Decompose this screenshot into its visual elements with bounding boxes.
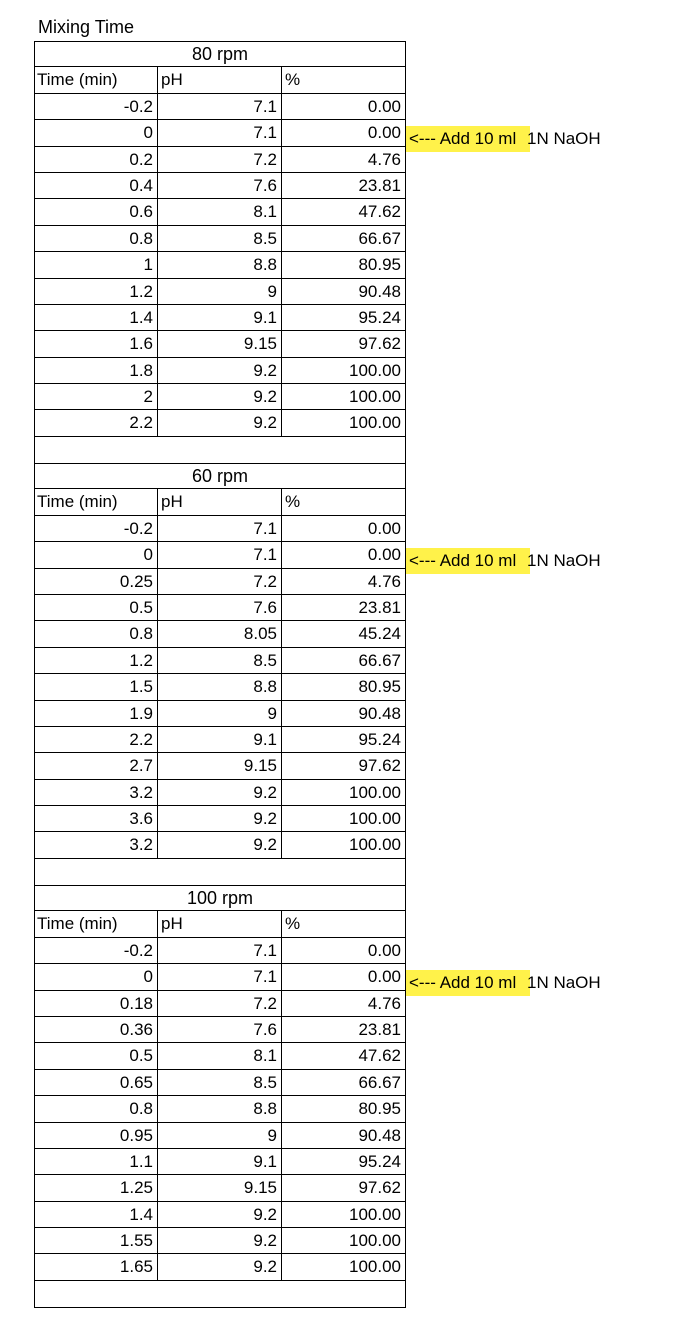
cell-time[interactable]: 1.1 <box>34 1149 158 1174</box>
table-body <box>34 938 406 1281</box>
table-row <box>34 331 406 357</box>
rpm-title[interactable]: 100 rpm <box>186 888 254 908</box>
cell-time[interactable]: 1.65 <box>34 1254 158 1279</box>
table-row <box>34 516 406 542</box>
note-text[interactable]: 1N NaOH <box>527 551 601 570</box>
cell-percent[interactable]: 80.95 <box>358 255 401 275</box>
cell-percent[interactable]: 90.48 <box>358 1125 401 1145</box>
table-row <box>34 252 406 278</box>
naoh-note-100-rpm <box>406 970 601 996</box>
cell-time[interactable]: -0.2 <box>34 516 158 541</box>
cell-percent[interactable]: 90.48 <box>358 281 401 301</box>
cell-time[interactable]: 1.55 <box>34 1228 158 1253</box>
note-highlight[interactable]: <--- Add 10 ml <box>406 126 530 152</box>
cell-ph[interactable]: 9.15 <box>158 753 282 778</box>
cell-percent[interactable]: 80.95 <box>358 677 401 697</box>
cell-ph[interactable]: 8.05 <box>158 621 282 646</box>
cell-percent[interactable]: 97.62 <box>358 756 401 776</box>
cell-percent[interactable]: 100.00 <box>349 413 401 433</box>
cell-percent[interactable]: 0.00 <box>367 123 401 143</box>
cell-percent[interactable]: 47.62 <box>358 1046 401 1066</box>
cell-time[interactable]: 1.2 <box>34 279 158 304</box>
cell-percent[interactable]: 100.00 <box>349 835 401 855</box>
cell-time[interactable]: 0 <box>34 964 158 989</box>
cell-ph[interactable]: 9 <box>158 701 282 726</box>
header-row <box>34 489 406 515</box>
cell-ph[interactable]: 9.15 <box>158 1175 282 1200</box>
table-row <box>34 279 406 305</box>
table-row <box>34 1254 406 1280</box>
cell-percent[interactable]: 45.24 <box>358 624 401 644</box>
header-time[interactable]: Time (min) <box>34 911 158 936</box>
table-row <box>34 964 406 990</box>
cell-percent[interactable]: 95.24 <box>358 1151 401 1171</box>
header-ph[interactable]: pH <box>158 911 282 936</box>
table-row <box>34 542 406 568</box>
rpm-title[interactable]: 60 rpm <box>191 466 249 486</box>
cell-ph[interactable]: 7.1 <box>158 964 282 989</box>
cell-ph[interactable]: 7.2 <box>158 569 282 594</box>
cell-percent[interactable]: 0.00 <box>367 940 401 960</box>
cell-time[interactable]: 3.6 <box>34 806 158 831</box>
cell-percent[interactable]: 95.24 <box>358 729 401 749</box>
table-100-rpm <box>34 885 406 1281</box>
cell-percent[interactable]: 100.00 <box>349 1231 401 1251</box>
table-row <box>34 410 406 436</box>
cell-time[interactable]: 0 <box>34 120 158 145</box>
cell-percent[interactable]: 100.00 <box>349 1204 401 1224</box>
cell-time[interactable]: 1.6 <box>34 331 158 356</box>
cell-percent[interactable]: 100.00 <box>349 1257 401 1277</box>
table-row <box>34 358 406 384</box>
cell-time[interactable]: 0.18 <box>34 991 158 1016</box>
rpm-title[interactable]: 80 rpm <box>191 44 249 64</box>
cell-time[interactable]: 1.4 <box>34 1202 158 1227</box>
table-row <box>34 1123 406 1149</box>
cell-time[interactable]: 0.8 <box>34 1096 158 1121</box>
header-percent[interactable]: % <box>285 914 301 934</box>
cell-percent[interactable]: 97.62 <box>358 1178 401 1198</box>
cell-percent[interactable]: 23.81 <box>358 1019 401 1039</box>
cell-time[interactable]: 3.2 <box>34 780 158 805</box>
table-body <box>34 516 406 859</box>
cell-percent[interactable]: 0.00 <box>367 967 401 987</box>
table-row <box>34 305 406 331</box>
table-row <box>34 648 406 674</box>
table-row <box>34 780 406 806</box>
table-80-rpm <box>34 41 406 437</box>
cell-ph[interactable]: 7.1 <box>158 120 282 145</box>
cell-time[interactable]: 1.8 <box>34 358 158 383</box>
cell-ph[interactable]: 9.2 <box>158 1202 282 1227</box>
rpm-title-row <box>34 41 406 67</box>
table-row <box>34 938 406 964</box>
cell-ph[interactable]: 7.1 <box>158 94 282 119</box>
table-row <box>34 991 406 1017</box>
cell-ph[interactable]: 8.8 <box>158 252 282 277</box>
cell-time[interactable]: 1.5 <box>34 674 158 699</box>
cell-time[interactable]: 1.4 <box>34 305 158 330</box>
cell-time[interactable]: 0.8 <box>34 226 158 251</box>
table-row <box>34 727 406 753</box>
note-text[interactable]: 1N NaOH <box>527 129 601 148</box>
header-percent[interactable]: % <box>285 492 301 512</box>
header-percent[interactable]: % <box>285 70 301 90</box>
table-row <box>34 384 406 410</box>
cell-time[interactable]: 0.2 <box>34 147 158 172</box>
table-row <box>34 94 406 120</box>
cell-time[interactable]: 0.6 <box>34 199 158 224</box>
table-row <box>34 832 406 858</box>
cell-ph[interactable]: 7.1 <box>158 938 282 963</box>
table-row <box>34 595 406 621</box>
cell-ph[interactable]: 9.1 <box>158 1149 282 1174</box>
cell-ph[interactable]: 7.1 <box>158 516 282 541</box>
naoh-note-60-rpm <box>406 548 601 574</box>
cell-ph[interactable]: 7.1 <box>158 542 282 567</box>
cell-percent[interactable]: 23.81 <box>358 175 401 195</box>
cell-time[interactable]: 0.4 <box>34 173 158 198</box>
cell-time[interactable]: -0.2 <box>34 938 158 963</box>
cell-time[interactable]: 0.25 <box>34 569 158 594</box>
cell-time[interactable]: 0.65 <box>34 1070 158 1095</box>
cell-percent[interactable]: 100.00 <box>349 782 401 802</box>
rpm-title-row <box>34 885 406 911</box>
cell-time[interactable]: 0 <box>34 542 158 567</box>
cell-percent[interactable]: 100.00 <box>349 360 401 380</box>
cell-ph[interactable]: 8.8 <box>158 674 282 699</box>
cell-ph[interactable]: 9.15 <box>158 331 282 356</box>
cell-percent[interactable]: 4.76 <box>367 571 401 591</box>
header-row <box>34 911 406 937</box>
cell-ph[interactable]: 8.5 <box>158 1070 282 1095</box>
cell-time[interactable]: 3.2 <box>34 832 158 857</box>
cell-ph[interactable]: 9.1 <box>158 727 282 752</box>
cell-ph[interactable]: 9.2 <box>158 780 282 805</box>
table-row <box>34 569 406 595</box>
table-row <box>34 1149 406 1175</box>
sheet-title: Mixing Time <box>38 17 135 37</box>
cell-percent[interactable]: 80.95 <box>358 1099 401 1119</box>
cell-time[interactable]: 0.95 <box>34 1123 158 1148</box>
cell-ph[interactable]: 8.8 <box>158 1096 282 1121</box>
cell-ph[interactable]: 7.6 <box>158 1017 282 1042</box>
cell-time[interactable]: 1.2 <box>34 648 158 673</box>
cell-time[interactable]: 2.2 <box>34 410 158 435</box>
cell-percent[interactable]: 0.00 <box>367 518 401 538</box>
cell-time[interactable]: 0.36 <box>34 1017 158 1042</box>
table-row <box>34 1043 406 1069</box>
cell-percent[interactable]: 95.24 <box>358 307 401 327</box>
cell-percent[interactable]: 100.00 <box>349 809 401 829</box>
header-ph[interactable]: pH <box>158 67 282 92</box>
cell-ph[interactable]: 9.2 <box>158 806 282 831</box>
cell-time[interactable]: 0.5 <box>34 595 158 620</box>
cell-ph[interactable]: 9.2 <box>158 358 282 383</box>
cell-percent[interactable]: 23.81 <box>358 597 401 617</box>
cell-time[interactable]: 0.8 <box>34 621 158 646</box>
cell-time[interactable]: 2 <box>34 384 158 409</box>
table-row <box>34 1175 406 1201</box>
note-highlight[interactable]: <--- Add 10 ml <box>406 970 530 996</box>
cell-ph[interactable]: 8.1 <box>158 1043 282 1068</box>
table-row <box>34 753 406 779</box>
table-row <box>34 1228 406 1254</box>
cell-percent[interactable]: 66.67 <box>358 1072 401 1092</box>
cell-ph[interactable]: 7.6 <box>158 595 282 620</box>
table-row <box>34 199 406 225</box>
cell-ph[interactable]: 9.2 <box>158 1254 282 1279</box>
cell-percent[interactable]: 4.76 <box>367 149 401 169</box>
cell-time[interactable]: 1.9 <box>34 701 158 726</box>
cell-percent[interactable]: 0.00 <box>367 96 401 116</box>
cell-ph[interactable]: 7.2 <box>158 991 282 1016</box>
cell-ph[interactable]: 8.1 <box>158 199 282 224</box>
cell-ph[interactable]: 8.5 <box>158 226 282 251</box>
cell-time[interactable]: 1 <box>34 252 158 277</box>
cell-time[interactable]: 2.7 <box>34 753 158 778</box>
cell-percent[interactable]: 47.62 <box>358 202 401 222</box>
cell-ph[interactable]: 9.2 <box>158 410 282 435</box>
table-row <box>34 701 406 727</box>
table-row <box>34 1017 406 1043</box>
table-row <box>34 674 406 700</box>
header-time[interactable]: Time (min) <box>34 67 158 92</box>
cell-percent[interactable]: 97.62 <box>358 334 401 354</box>
cell-percent[interactable]: 90.48 <box>358 703 401 723</box>
header-ph[interactable]: pH <box>158 489 282 514</box>
table-row <box>34 1070 406 1096</box>
table-row <box>34 226 406 252</box>
cell-time[interactable]: 2.2 <box>34 727 158 752</box>
cell-time[interactable]: 0.5 <box>34 1043 158 1068</box>
naoh-note-80-rpm <box>406 126 601 152</box>
header-time[interactable]: Time (min) <box>34 489 158 514</box>
note-highlight[interactable]: <--- Add 10 ml <box>406 548 530 574</box>
rpm-title-row <box>34 463 406 489</box>
table-60-rpm <box>34 463 406 859</box>
cell-percent[interactable]: 0.00 <box>367 545 401 565</box>
table-row <box>34 621 406 647</box>
table-row <box>34 120 406 146</box>
cell-ph[interactable]: 9.2 <box>158 384 282 409</box>
cell-ph[interactable]: 9 <box>158 279 282 304</box>
cell-percent[interactable]: 4.76 <box>367 993 401 1013</box>
cell-percent[interactable]: 100.00 <box>349 387 401 407</box>
table-row <box>34 1096 406 1122</box>
note-text[interactable]: 1N NaOH <box>527 973 601 992</box>
cell-percent[interactable]: 66.67 <box>358 228 401 248</box>
table-row <box>34 147 406 173</box>
cell-time[interactable]: -0.2 <box>34 94 158 119</box>
cell-percent[interactable]: 66.67 <box>358 650 401 670</box>
table-row <box>34 1202 406 1228</box>
table-row <box>34 806 406 832</box>
cell-ph[interactable]: 7.2 <box>158 147 282 172</box>
table-row <box>34 173 406 199</box>
cell-ph[interactable]: 9 <box>158 1123 282 1148</box>
cell-ph[interactable]: 8.5 <box>158 648 282 673</box>
cell-ph[interactable]: 9.1 <box>158 305 282 330</box>
header-row <box>34 67 406 93</box>
table-body <box>34 94 406 437</box>
cell-ph[interactable]: 7.6 <box>158 173 282 198</box>
cell-ph[interactable]: 9.2 <box>158 832 282 857</box>
cell-time[interactable]: 1.25 <box>34 1175 158 1200</box>
cell-ph[interactable]: 9.2 <box>158 1228 282 1253</box>
